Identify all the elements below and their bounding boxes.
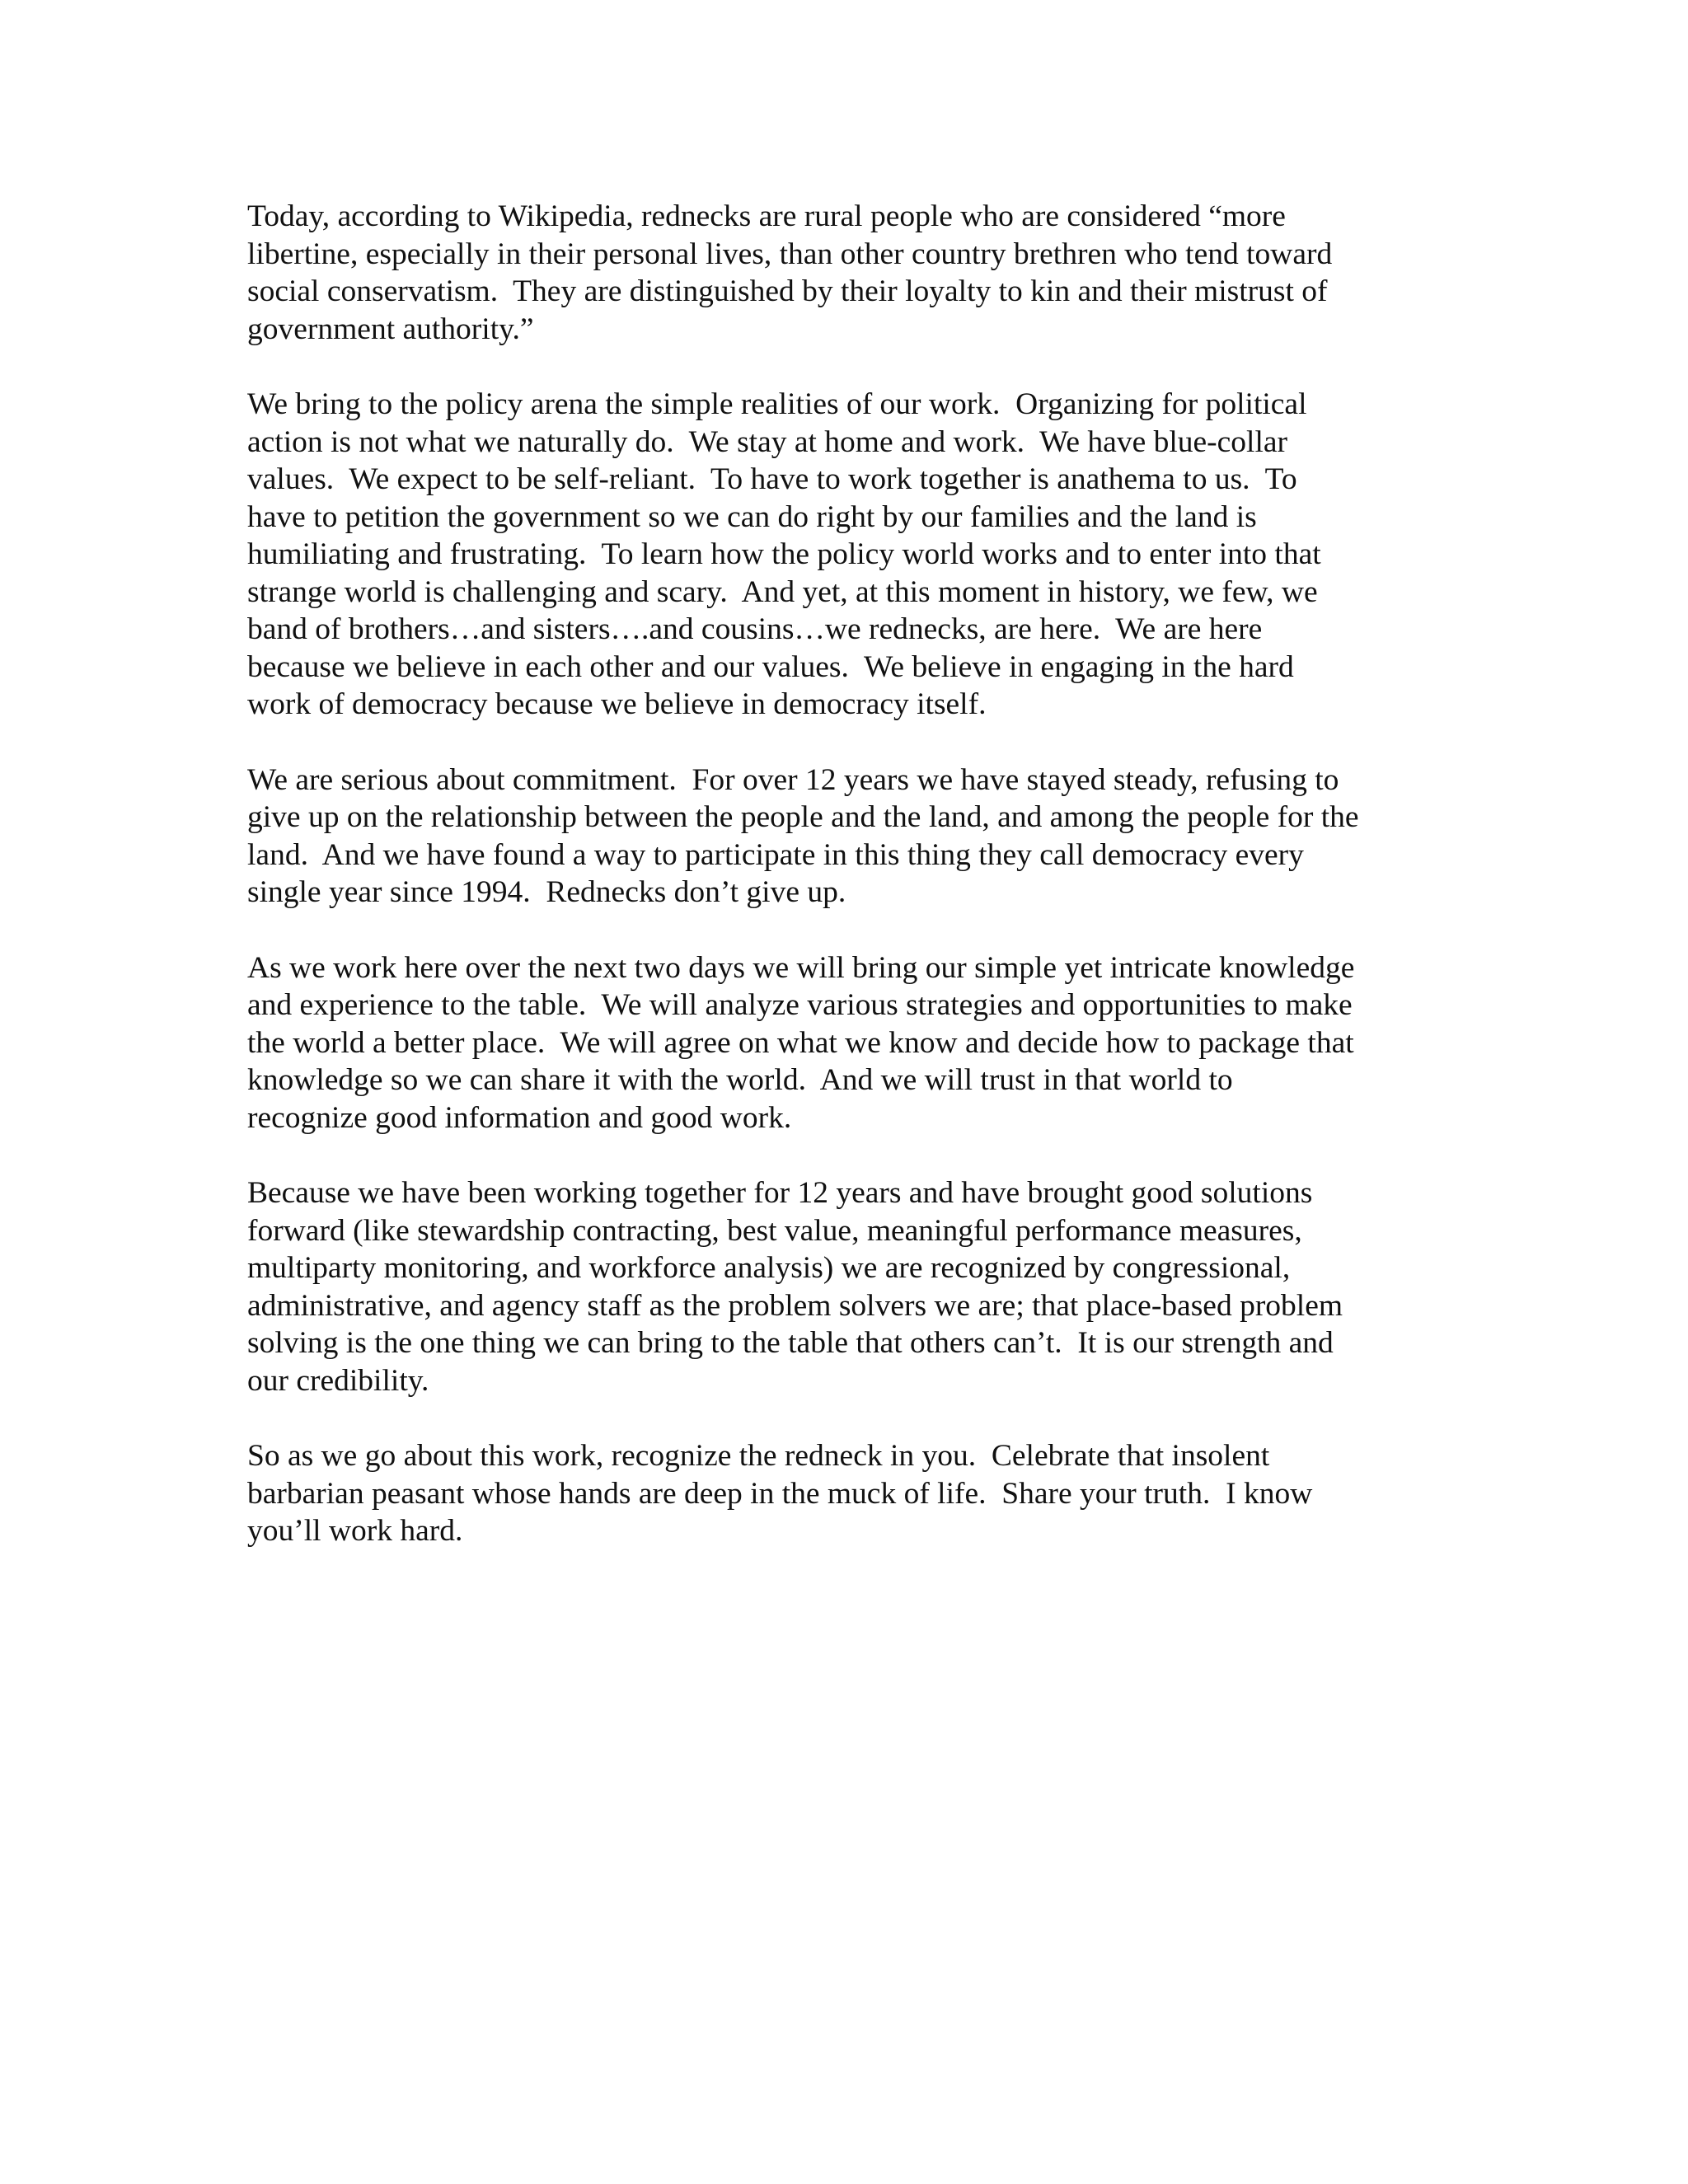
- text-line: government authority.”: [247, 312, 534, 346]
- text-line: social conservatism. They are distinguished by their loyalty to kin and their mistrust of: [247, 274, 1328, 308]
- paragraph-2: [247, 386, 1451, 724]
- paragraph-4: [247, 949, 1451, 1137]
- text-line: libertine, especially in their personal lives, than other country brethren who tend toward: [247, 237, 1333, 271]
- text-line: solving is the one thing we can bring to the table that others can’t. It is our strength and: [247, 1326, 1334, 1360]
- text-line: forward (like stewardship contracting, best value, meaningful performance measures,: [247, 1213, 1302, 1248]
- text-line: Because we have been working together for 12 years and have brought good solutions: [247, 1176, 1313, 1210]
- text-line: values. We expect to be self-reliant. To have to work together is anathema to us. To: [247, 462, 1297, 496]
- text-line: humiliating and frustrating. To learn how the policy world works and to enter into that: [247, 537, 1321, 571]
- text-line: land. And we have found a way to participate in this thing they call democracy every: [247, 837, 1304, 872]
- paragraph-6: [247, 1437, 1451, 1550]
- text-line: our credibility.: [247, 1363, 429, 1398]
- text-line: So as we go about this work, recognize the redneck in you. Celebrate that insolent: [247, 1439, 1270, 1473]
- text-line: the world a better place. We will agree on what we know and decide how to package that: [247, 1025, 1354, 1060]
- paragraph-5: [247, 1174, 1451, 1399]
- paragraph-1: [247, 198, 1451, 348]
- paragraph-3: [247, 762, 1451, 912]
- text-line: As we work here over the next two days we will bring our simple yet intricate knowledge: [247, 950, 1355, 985]
- text-line: action is not what we naturally do. We stay at home and work. We have blue-collar: [247, 424, 1287, 459]
- text-line: We bring to the policy arena the simple realities of our work. Organizing for political: [247, 387, 1307, 421]
- text-line: administrative, and agency staff as the problem solvers we are; that place-based problem: [247, 1288, 1343, 1323]
- text-line: knowledge so we can share it with the world. And we will trust in that world to: [247, 1063, 1233, 1097]
- text-line: multiparty monitoring, and workforce analysis) we are recognized by congressional,: [247, 1251, 1291, 1285]
- text-line: barbarian peasant whose hands are deep in the muck of life. Share your truth. I know: [247, 1476, 1313, 1511]
- text-line: you’ll work hard.: [247, 1514, 463, 1548]
- text-line: because we believe in each other and our values. We believe in engaging in the hard: [247, 649, 1294, 684]
- text-line: Today, according to Wikipedia, rednecks are rural people who are considered “more: [247, 199, 1286, 233]
- text-line: have to petition the government so we can do right by our families and the land is: [247, 499, 1257, 534]
- text-line: work of democracy because we believe in democracy itself.: [247, 687, 987, 721]
- text-line: strange world is challenging and scary. And yet, at this moment in history, we few, we: [247, 574, 1318, 609]
- text-line: band of brothers…and sisters….and cousins…we rednecks, are here. We are here: [247, 612, 1263, 646]
- document-body: [247, 198, 1451, 1588]
- text-line: single year since 1994. Rednecks don’t give up.: [247, 875, 846, 909]
- text-line: and experience to the table. We will analyze various strategies and opportunities to make: [247, 988, 1353, 1022]
- text-line: We are serious about commitment. For over 12 years we have stayed steady, refusing to: [247, 762, 1339, 797]
- text-line: recognize good information and good work.: [247, 1100, 792, 1135]
- text-line: give up on the relationship between the people and the land, and among the people for the: [247, 800, 1359, 834]
